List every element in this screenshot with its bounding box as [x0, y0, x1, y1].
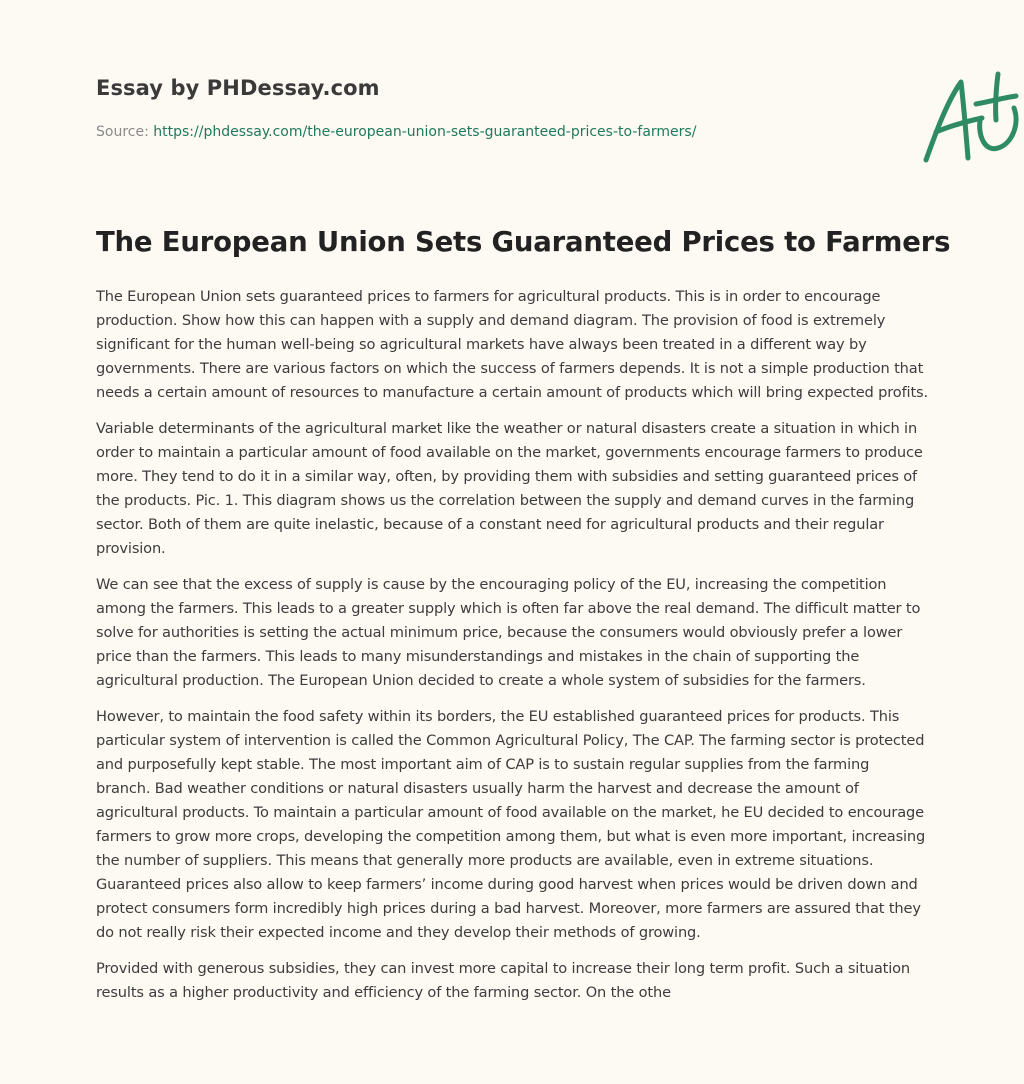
site-brand: Essay by PHDessay.com [96, 76, 380, 100]
paragraph-5: Provided with generous subsidies, they can invest more capital to increase their long term profit. Such a situation results as a higher productivity and efficiency of the farming sector. On the othe [96, 960, 911, 1001]
paragraph-4: However, to maintain the food safety within its borders, the EU established guaranteed prices for products. This particular system of intervention is called the Common Agricultural Policy, The CAP. The farming sector is protected and purposefully kept stable. The most important aim of CAP is to sustain regular supplies from the farming branch. Bad weather conditions or natural disasters usually harm the harvest and decrease the amount of agricultural products. To maintain a particular amount of food available on the market, he EU decided to encourage farmers to grow more crops, developing the competition among them, but what is even more important, increasing the number of suppliers. This means that generally more products are available, even in extreme situations. Guaranteed prices also allow to keep farmers’ income during good harvest when prices would be driven down and protect consumers form incredibly high prices during a bad harvest. Moreover, more farmers are assured that they do not really risk their expected income and they develop their methods of growing. [96, 708, 926, 941]
article-title: The European Union Sets Guaranteed Prices to Farmers [96, 226, 951, 258]
paragraph-1: The European Union sets guaranteed prices to farmers for agricultural products. This is in order to encourage production. Show how this can happen with a supply and demand diagram. The provision of food is extremely significant for the human well-being so agricultural markets have always been treated in a different way by governments. There are various factors on which the success of farmers depends. It is not a simple production that needs a certain amount of resources to manufacture a certain amount of products which will bring expected profits. [96, 288, 928, 401]
source-label: Source: [96, 124, 154, 140]
paragraph-3: We can see that the excess of supply is cause by the encouraging policy of the EU, increasing the competition among the farmers. This leads to a greater supply which is often far above the real demand. The difficult matter to solve for authorities is setting the actual minimum price, because the consumers would obviously prefer a lower price than the farmers. This leads to many misunderstandings and mistakes in the chain of supporting the agricultural production. The European Union decided to create a whole system of subsidies for the farmers. [96, 576, 921, 689]
a-plus-logo-icon [916, 68, 1024, 168]
article-body [96, 285, 928, 1017]
source-line [96, 124, 696, 140]
source-link[interactable]: https://phdessay.com/the-european-union-sets-guaranteed-prices-to-farmers/ [153, 124, 697, 140]
paragraph-2: Variable determinants of the agricultural market like the weather or natural disasters create a situation in which in order to maintain a particular amount of food available on the market, governments encourage farmers to produce more. They tend to do it in a similar way, often, by providing them with subsidies and setting guaranteed prices of the products. Pic. 1. This diagram shows us the correlation between the supply and demand curves in the farming sector. Both of them are quite inelastic, because of a constant need for agricultural products and their regular provision. [96, 420, 923, 557]
